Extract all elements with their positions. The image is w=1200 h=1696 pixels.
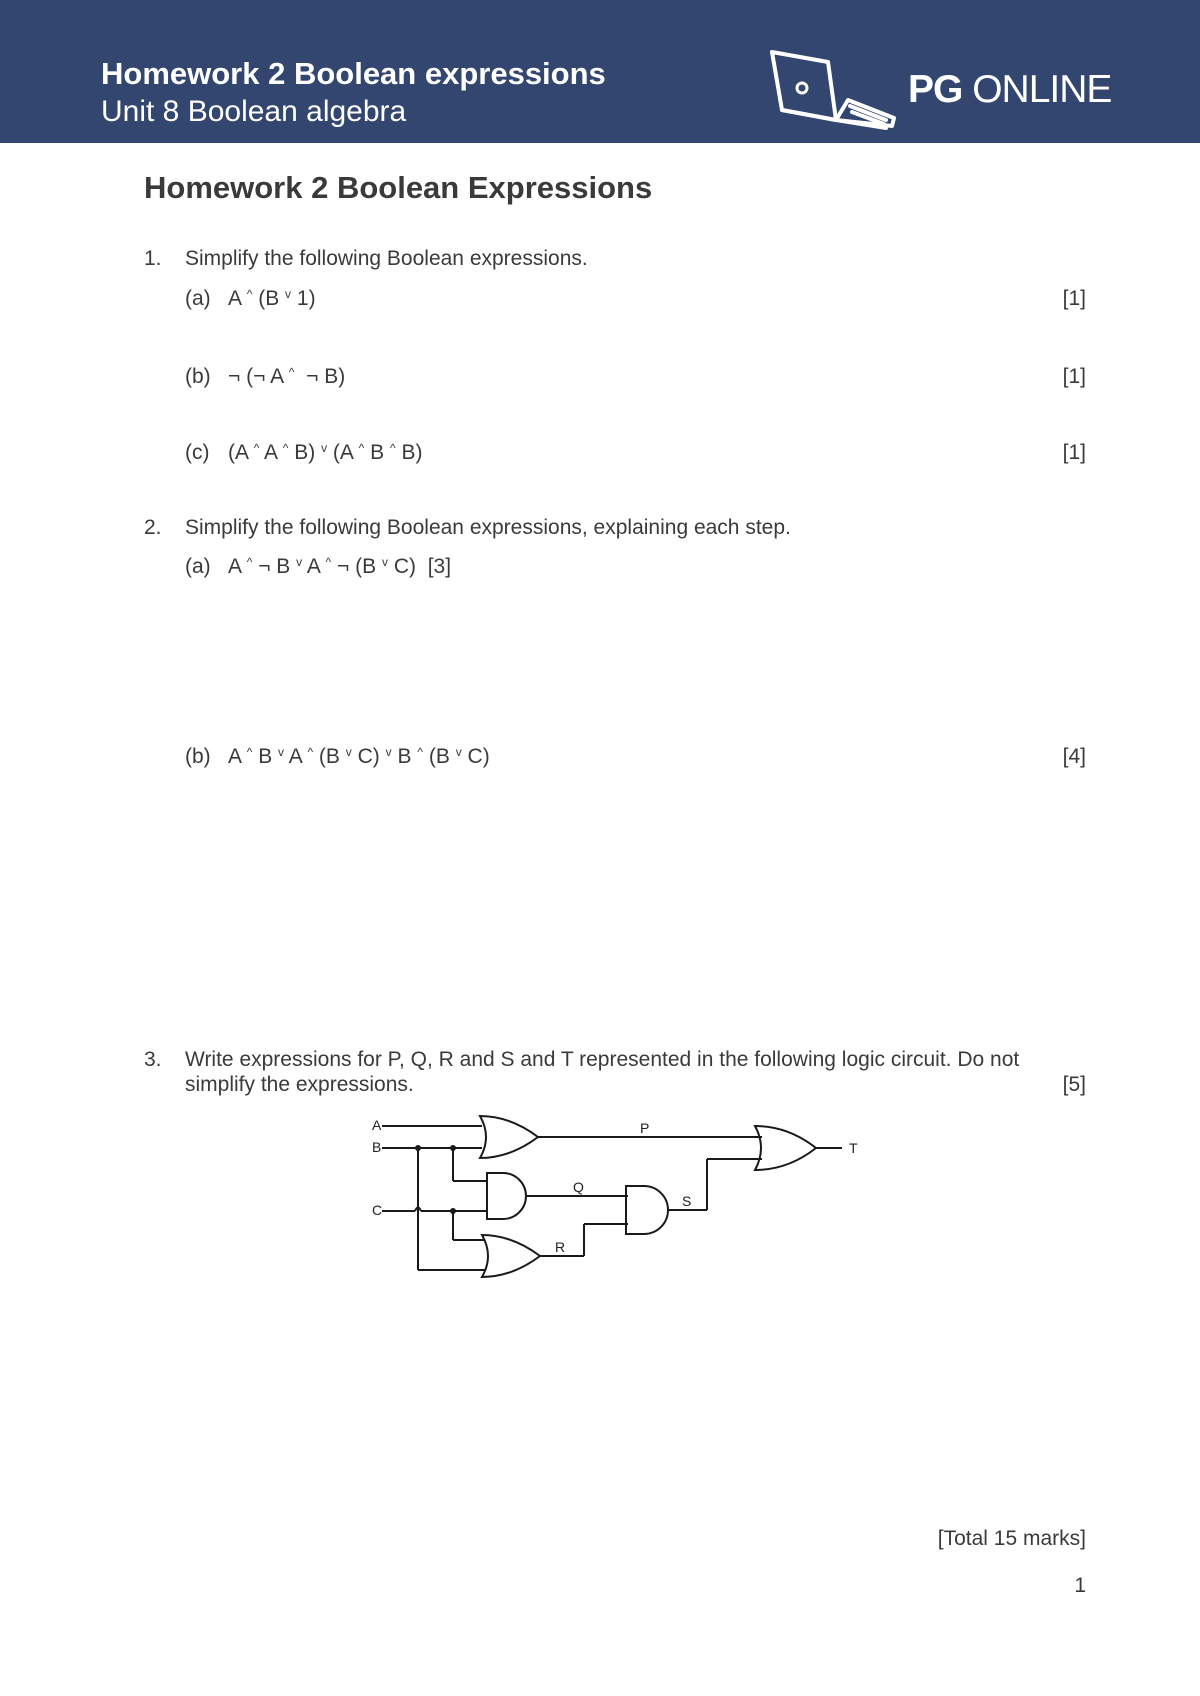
and-gate-s (626, 1186, 668, 1234)
boolean-expression: (A ^ A ^ B) $^v$ (A ^ B ^ B) (228, 441, 423, 464)
document-title: Homework 2 Boolean expressions (101, 56, 606, 91)
boolean-expression: ¬ (¬ A ^ ¬ B) (228, 365, 346, 388)
logic-circuit-diagram (360, 1108, 880, 1293)
part-label: (b) (185, 365, 211, 388)
circuit-label-r: R (555, 1239, 566, 1255)
marks: [1] (1062, 441, 1086, 464)
or-gate-r (482, 1235, 540, 1277)
circuit-label-c: C (372, 1202, 383, 1218)
marks: [5] (1062, 1073, 1086, 1096)
brand-logo-text: PG ONLINE (908, 68, 1112, 111)
question-number: 1. (144, 247, 162, 270)
part-label: (c) (185, 441, 210, 464)
boolean-expression: A ^ B $^v$ A ^ (B $^v$ C) $^v$ B ^ (B $^v$ C) (228, 745, 490, 768)
circuit-label-s: S (682, 1193, 692, 1209)
question-number: 2. (144, 516, 162, 539)
circuit-label-q: Q (573, 1179, 584, 1195)
question-prompt: Simplify the following Boolean expressions, explaining each step. (185, 516, 791, 539)
total-marks: [Total 15 marks] (937, 1527, 1086, 1550)
junction-dot (415, 1145, 421, 1151)
junction-dot (450, 1208, 456, 1214)
marks: [3] (427, 555, 452, 578)
junction-dot (450, 1145, 456, 1151)
or-gate-t (755, 1126, 816, 1170)
part-label: (b) (185, 745, 211, 768)
circuit-label-t: T (849, 1140, 858, 1156)
marks: [1] (1062, 287, 1086, 310)
and-gate-q (487, 1173, 526, 1219)
document-subtitle: Unit 8 Boolean algebra (101, 95, 407, 128)
part-label: (a) (185, 555, 211, 578)
circuit-label-b: B (372, 1139, 382, 1155)
or-gate-1 (480, 1116, 538, 1158)
question-number: 3. (144, 1048, 162, 1071)
page-title: Homework 2 Boolean Expressions (144, 170, 653, 205)
header-banner (0, 0, 1200, 143)
question-prompt-continued: simplify the expressions. (185, 1073, 414, 1096)
marks: [4] (1062, 745, 1086, 768)
circuit-label-p: P (640, 1120, 650, 1136)
marks: [1] (1062, 365, 1086, 388)
boolean-expression: A ^ (B $^v$ 1) (228, 287, 316, 310)
page-number: 1 (1074, 1574, 1086, 1597)
question-prompt: Write expressions for P, Q, R and S and T represented in the following logic circuit. Do not (185, 1048, 1020, 1071)
part-label: (a) (185, 287, 211, 310)
laptop-icon (766, 48, 906, 134)
circuit-label-a: A (372, 1117, 382, 1133)
boolean-expression: A ^ ¬ B $^v$ A ^ ¬ (B $^v$ C) [3] (228, 555, 452, 578)
question-prompt: Simplify the following Boolean expressions. (185, 247, 588, 270)
